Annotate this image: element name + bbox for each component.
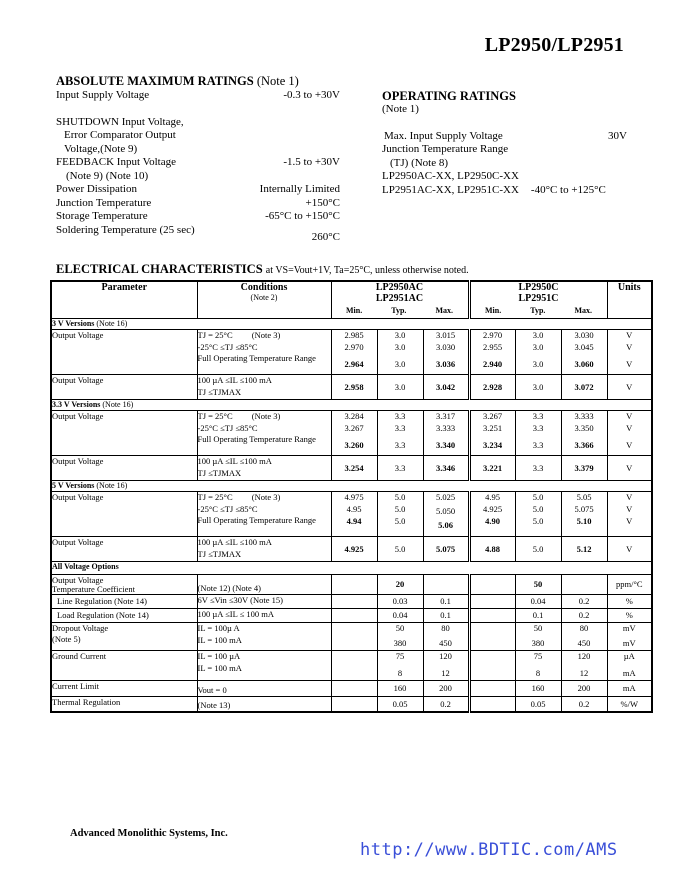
value-cell: 0.05 (377, 697, 423, 713)
section-row (51, 400, 652, 411)
value-cell: 2.964 (344, 359, 364, 369)
param-cell: Output Voltage (51, 456, 197, 481)
abs-value: -1.5 to +30V (283, 156, 340, 168)
section-label: 3 V Versions (52, 319, 95, 328)
abs-label: Junction Temperature (56, 196, 152, 209)
param-cell: Dropout Voltage (52, 623, 109, 633)
value-cell: 4.88 (469, 537, 515, 562)
value-cell: 3.251 (482, 423, 503, 433)
value-cell: 200 (423, 681, 469, 697)
value-cell: 5.0 (532, 492, 544, 502)
cond-text: -25°C ≤TJ ≤85°C (197, 342, 258, 352)
value-cell: 4.90 (485, 516, 500, 526)
op-ratings-heading: OPERATING RATINGS (382, 89, 516, 103)
value-cell: 3.3 (532, 423, 544, 433)
section-row: All Voltage Options (51, 562, 652, 575)
cond-text: IL = 100 µA (197, 651, 241, 661)
value-cell: 3.267 (482, 411, 503, 421)
value-cell: 0.04 (377, 609, 423, 623)
unit-cell: V (626, 411, 633, 421)
value-cell: 75 (395, 651, 405, 661)
value-cell: 80 (579, 623, 589, 633)
abs-label: Input Supply Voltage (56, 89, 150, 101)
op-value: 30V (608, 129, 627, 142)
value-cell: 3.042 (423, 375, 469, 400)
cond-text: TJ ≤TJMAX (197, 549, 242, 559)
value-cell: 5.0 (394, 504, 406, 514)
param-cell: Temperature Coefficient (52, 584, 136, 594)
table-row (51, 595, 652, 609)
footer-company: Advanced Monolithic Systems, Inc. (70, 828, 228, 839)
group-ac-line2: LP2951AC (375, 293, 424, 304)
value-cell: 50 (533, 623, 543, 633)
ec-condition: at VS=Vout+1V, Ta=25°C, unless otherwise noted. (265, 265, 469, 276)
max-header: Max. (574, 306, 592, 315)
op-row (382, 130, 627, 144)
max-header: Max. (435, 306, 453, 315)
table-row (51, 411, 652, 456)
op-label: Junction Temperature Range (382, 143, 509, 155)
cond-text: (Note 13) (197, 697, 331, 713)
table-row (51, 456, 652, 481)
abs-label: (Note 9) (Note 10) (66, 169, 149, 182)
value-cell: 3.366 (574, 440, 594, 450)
unit-cell: mV (622, 623, 636, 633)
value-cell: 3.3 (394, 440, 406, 450)
cond-text: IL = 100 mA (197, 635, 242, 645)
abs-row (56, 156, 340, 170)
table-row (51, 609, 652, 623)
cond-text: (Note 3) (251, 411, 281, 421)
cond-text: Full Operating Temperature Range (197, 515, 316, 525)
value-cell: 3.0 (394, 342, 406, 352)
param-cell: Thermal Regulation (51, 697, 197, 713)
unit-cell: V (626, 440, 633, 450)
value-cell: 5.0 (377, 537, 423, 562)
value-cell: 4.925 (331, 537, 377, 562)
typ-header: Typ. (530, 306, 546, 315)
value-cell: 0.1 (515, 609, 561, 623)
min-header: Min. (346, 306, 363, 315)
abs-row (56, 224, 340, 245)
value-cell: 4.975 (344, 492, 364, 502)
op-row (382, 184, 627, 198)
param-cell: Load Regulation (Note 14) (51, 609, 197, 623)
op-note: (Note 1) (382, 103, 419, 115)
abs-value: +150°C (305, 196, 340, 209)
value-cell: 0.05 (515, 697, 561, 713)
value-cell: 120 (439, 651, 452, 661)
min-header: Min. (485, 306, 502, 315)
value-cell: 3.0 (515, 375, 561, 400)
value-cell: 3.0 (532, 359, 544, 369)
table-row (51, 375, 652, 400)
group-c-line1: LP2950C (518, 282, 559, 293)
value-cell: 75 (533, 651, 543, 661)
unit-cell: mV (622, 638, 636, 648)
value-cell: 5.025 (435, 492, 456, 502)
value-cell: 5.075 (423, 537, 469, 562)
value-cell: 5.0 (394, 492, 406, 502)
value-cell: 3.045 (574, 342, 594, 352)
cond-text: Vout = 0 (197, 681, 331, 697)
abs-label: FEEDBACK Input Voltage (56, 156, 176, 168)
value-cell: 3.0 (532, 342, 544, 352)
value-cell: 0.2 (423, 697, 469, 713)
value-cell: 160 (515, 681, 561, 697)
value-cell: 2.940 (482, 359, 503, 369)
value-cell: 3.333 (574, 411, 594, 421)
param-cell: Output Voltage (51, 330, 197, 375)
abs-label: Storage Temperature (56, 210, 148, 222)
param-cell: Output Voltage (52, 575, 104, 585)
cond-text: (Note 3) (251, 330, 281, 340)
op-ratings-list (382, 103, 627, 197)
value-cell: 3.036 (435, 359, 456, 369)
value-cell: 3.0 (394, 359, 406, 369)
param-cell: (Note 5) (52, 634, 81, 644)
value-cell: 3.3 (394, 423, 406, 433)
section-note: (Note 16) (96, 319, 128, 328)
col-conditions-label: Conditions (240, 282, 288, 293)
value-cell: 3.254 (331, 456, 377, 481)
document-title: LP2950/LP2951 (484, 34, 624, 56)
value-cell: 5.075 (574, 504, 594, 514)
unit-cell: V (626, 492, 633, 502)
value-cell: 3.3 (394, 411, 406, 421)
section-note: (Note 16) (102, 400, 134, 409)
cond-text: TJ = 25°C (197, 492, 233, 502)
abs-max-heading (56, 74, 299, 89)
value-cell: 3.234 (482, 440, 503, 450)
electrical-characteristics-table (50, 280, 653, 713)
abs-row (56, 210, 340, 224)
cond-cell (197, 492, 331, 537)
cond-text: -25°C ≤TJ ≤85°C (197, 504, 258, 514)
cond-text: TJ = 25°C (197, 330, 233, 340)
abs-max-list (56, 89, 340, 244)
value-cell: 5.050 (435, 506, 456, 516)
value-cell: 3.030 (574, 330, 594, 340)
abs-label: Voltage,(Note 9) (64, 142, 138, 155)
value-cell: 4.94 (346, 516, 362, 526)
cond-text: 100 µA ≤IL ≤100 mA (197, 456, 272, 466)
value-cell: 3.350 (574, 423, 594, 433)
unit-cell: V (626, 330, 633, 340)
value-cell: 160 (377, 681, 423, 697)
value-cell: 450 (577, 638, 591, 648)
abs-max-title: ABSOLUTE MAXIMUM RATINGS (56, 74, 254, 88)
value-cell: 2.985 (344, 330, 364, 340)
cond-text: TJ = 25°C (197, 411, 233, 421)
abs-label: Power Dissipation (56, 183, 137, 195)
value-cell: 4.95 (485, 492, 500, 502)
param-cell: Output Voltage (51, 492, 197, 537)
value-cell: 380 (393, 638, 407, 648)
unit-cell: µA (623, 651, 635, 661)
abs-value: 260°C (311, 230, 340, 243)
value-cell: 450 (439, 638, 452, 648)
abs-row (56, 183, 340, 197)
value-cell: 0.2 (561, 609, 607, 623)
abs-value: Internally Limited (259, 183, 340, 195)
value-cell: 2.928 (469, 375, 515, 400)
value-cell: 3.3 (377, 456, 423, 481)
value-cell: 12 (579, 668, 589, 678)
value-cell: 0.1 (423, 595, 469, 609)
value-cell: 5.12 (561, 537, 607, 562)
cond-text: IL = 100µ A (197, 623, 240, 633)
cond-cell (197, 330, 331, 375)
cond-text: 6V ≤Vin ≤30V (Note 15) (197, 595, 331, 609)
table-row (51, 681, 652, 697)
unit-cell: mA (622, 668, 636, 678)
value-cell: 3.317 (435, 411, 456, 421)
cond-text: Full Operating Temperature Range (197, 434, 316, 444)
col-group-c (469, 281, 607, 319)
value-cell: 3.333 (435, 423, 456, 433)
value-cell: 4.95 (346, 504, 362, 514)
value-cell: 8 (397, 668, 403, 678)
section-label: 5 V Versions (52, 481, 95, 490)
cond-text: TJ ≤TJMAX (197, 468, 242, 478)
value-cell: 0.2 (561, 595, 607, 609)
value-cell: 3.284 (344, 411, 364, 421)
abs-max-note: (Note 1) (256, 74, 299, 88)
op-label: Max. Input Supply Voltage (384, 129, 503, 142)
cond-text: 100 µA ≤IL ≤100 mA (197, 375, 272, 385)
value-cell: 0.1 (423, 609, 469, 623)
col-parameter: Parameter (51, 281, 197, 319)
value-cell: 3.3 (532, 440, 544, 450)
col-conditions (197, 281, 331, 319)
value-cell: 3.267 (344, 423, 364, 433)
value-cell: 2.970 (482, 330, 503, 340)
value-cell: 3.260 (344, 440, 364, 450)
cond-text: Full Operating Temperature Range (197, 353, 316, 363)
abs-label: Error Comparator Output (64, 129, 176, 141)
value-cell: 50 (515, 575, 561, 595)
op-label: LP2951AC-XX, LP2951C-XX (382, 183, 519, 196)
section-label: 3.3 V Versions (52, 400, 101, 409)
abs-label: Soldering Temperature (25 sec) (56, 223, 195, 236)
section-row (51, 319, 652, 330)
unit-cell: % (607, 609, 652, 623)
cond-text: 100 µA ≤IL ≤ 100 mA (197, 609, 331, 623)
op-value: -40°C to +125°C (530, 183, 606, 196)
value-cell: 5.06 (438, 520, 453, 530)
value-cell: 20 (377, 575, 423, 595)
op-label: (TJ) (Note 8) (390, 156, 449, 169)
param-cell: Output Voltage (51, 537, 197, 562)
cond-text: 100 µA ≤IL ≤100 mA (197, 537, 272, 547)
value-cell: 4.925 (482, 504, 503, 514)
abs-row (56, 197, 340, 211)
typ-header: Typ. (391, 306, 407, 315)
value-cell: 3.072 (561, 375, 607, 400)
value-cell: 3.0 (377, 375, 423, 400)
footer-url-link[interactable]: http://www.BDTIC.com/AMS (360, 840, 618, 860)
param-cell: Ground Current (51, 651, 197, 681)
value-cell: 3.3 (532, 411, 544, 421)
cond-text: (Note 12) (Note 4) (197, 575, 331, 595)
col-conditions-note: (Note 2) (250, 293, 278, 302)
table-row (51, 651, 652, 681)
cond-text: TJ ≤TJMAX (197, 387, 242, 397)
value-cell: 2.970 (344, 342, 364, 352)
section-row (51, 481, 652, 492)
value-cell: 3.015 (435, 330, 456, 340)
cond-text: (Note 3) (251, 492, 281, 502)
value-cell: 5.0 (515, 537, 561, 562)
param-cell: Line Regulation (Note 14) (51, 595, 197, 609)
unit-cell: V (626, 504, 633, 514)
table-header-row (51, 281, 652, 319)
unit-cell: V (626, 516, 633, 526)
table-row (51, 330, 652, 375)
value-cell: 120 (577, 651, 591, 661)
ec-heading (56, 262, 469, 277)
unit-cell: V (626, 342, 633, 352)
param-cell: Output Voltage (51, 411, 197, 456)
unit-cell: V (626, 423, 633, 433)
col-group-ac (331, 281, 469, 319)
value-cell: 2.958 (331, 375, 377, 400)
abs-row (56, 89, 340, 103)
value-cell: 0.04 (515, 595, 561, 609)
value-cell: 5.0 (532, 516, 544, 526)
value-cell: 3.0 (394, 330, 406, 340)
ec-title: ELECTRICAL CHARACTERISTICS (56, 262, 263, 276)
group-c-line2: LP2951C (518, 293, 559, 304)
section-note: (Note 16) (96, 481, 128, 490)
value-cell: 80 (441, 623, 450, 633)
value-cell: 3.030 (435, 342, 456, 352)
value-cell: 3.346 (423, 456, 469, 481)
unit-cell: V (607, 537, 652, 562)
value-cell: 3.379 (561, 456, 607, 481)
value-cell: 5.05 (576, 492, 592, 502)
value-cell: 200 (561, 681, 607, 697)
unit-cell: %/W (607, 697, 652, 713)
table-row (51, 697, 652, 713)
cond-text: IL = 100 mA (197, 663, 242, 673)
col-units: Units (607, 281, 652, 319)
param-cell: Current Limit (51, 681, 197, 697)
abs-label: SHUTDOWN Input Voltage, (56, 115, 184, 128)
value-cell: 2.955 (482, 342, 503, 352)
table-row (51, 623, 652, 651)
unit-cell: V (607, 375, 652, 400)
value-cell: 5.0 (532, 504, 544, 514)
unit-cell: ppm/°C (607, 575, 652, 595)
value-cell: 50 (395, 623, 405, 633)
abs-value: -0.3 to +30V (283, 89, 340, 101)
abs-value: -65°C to +150°C (265, 210, 340, 222)
cond-cell (197, 411, 331, 456)
table-row (51, 575, 652, 595)
value-cell: 5.0 (394, 516, 406, 526)
table-row (51, 537, 652, 562)
group-ac-line1: LP2950AC (375, 282, 424, 293)
value-cell: 3.340 (435, 440, 456, 450)
value-cell: 0.2 (561, 697, 607, 713)
unit-cell: mA (607, 681, 652, 697)
value-cell: 3.3 (515, 456, 561, 481)
value-cell: 12 (441, 668, 450, 678)
value-cell: 8 (535, 668, 541, 678)
param-cell: Output Voltage (51, 375, 197, 400)
value-cell: 3.060 (574, 359, 594, 369)
unit-cell: % (607, 595, 652, 609)
value-cell: 3.221 (469, 456, 515, 481)
value-cell: 0.03 (377, 595, 423, 609)
value-cell: 380 (531, 638, 545, 648)
op-label: LP2950AC-XX, LP2950C-XX (382, 170, 519, 182)
unit-cell: V (626, 359, 633, 369)
value-cell: 5.10 (576, 516, 592, 526)
value-cell: 3.0 (532, 330, 544, 340)
unit-cell: V (607, 456, 652, 481)
table-row (51, 492, 652, 537)
cond-text: -25°C ≤TJ ≤85°C (197, 423, 258, 433)
